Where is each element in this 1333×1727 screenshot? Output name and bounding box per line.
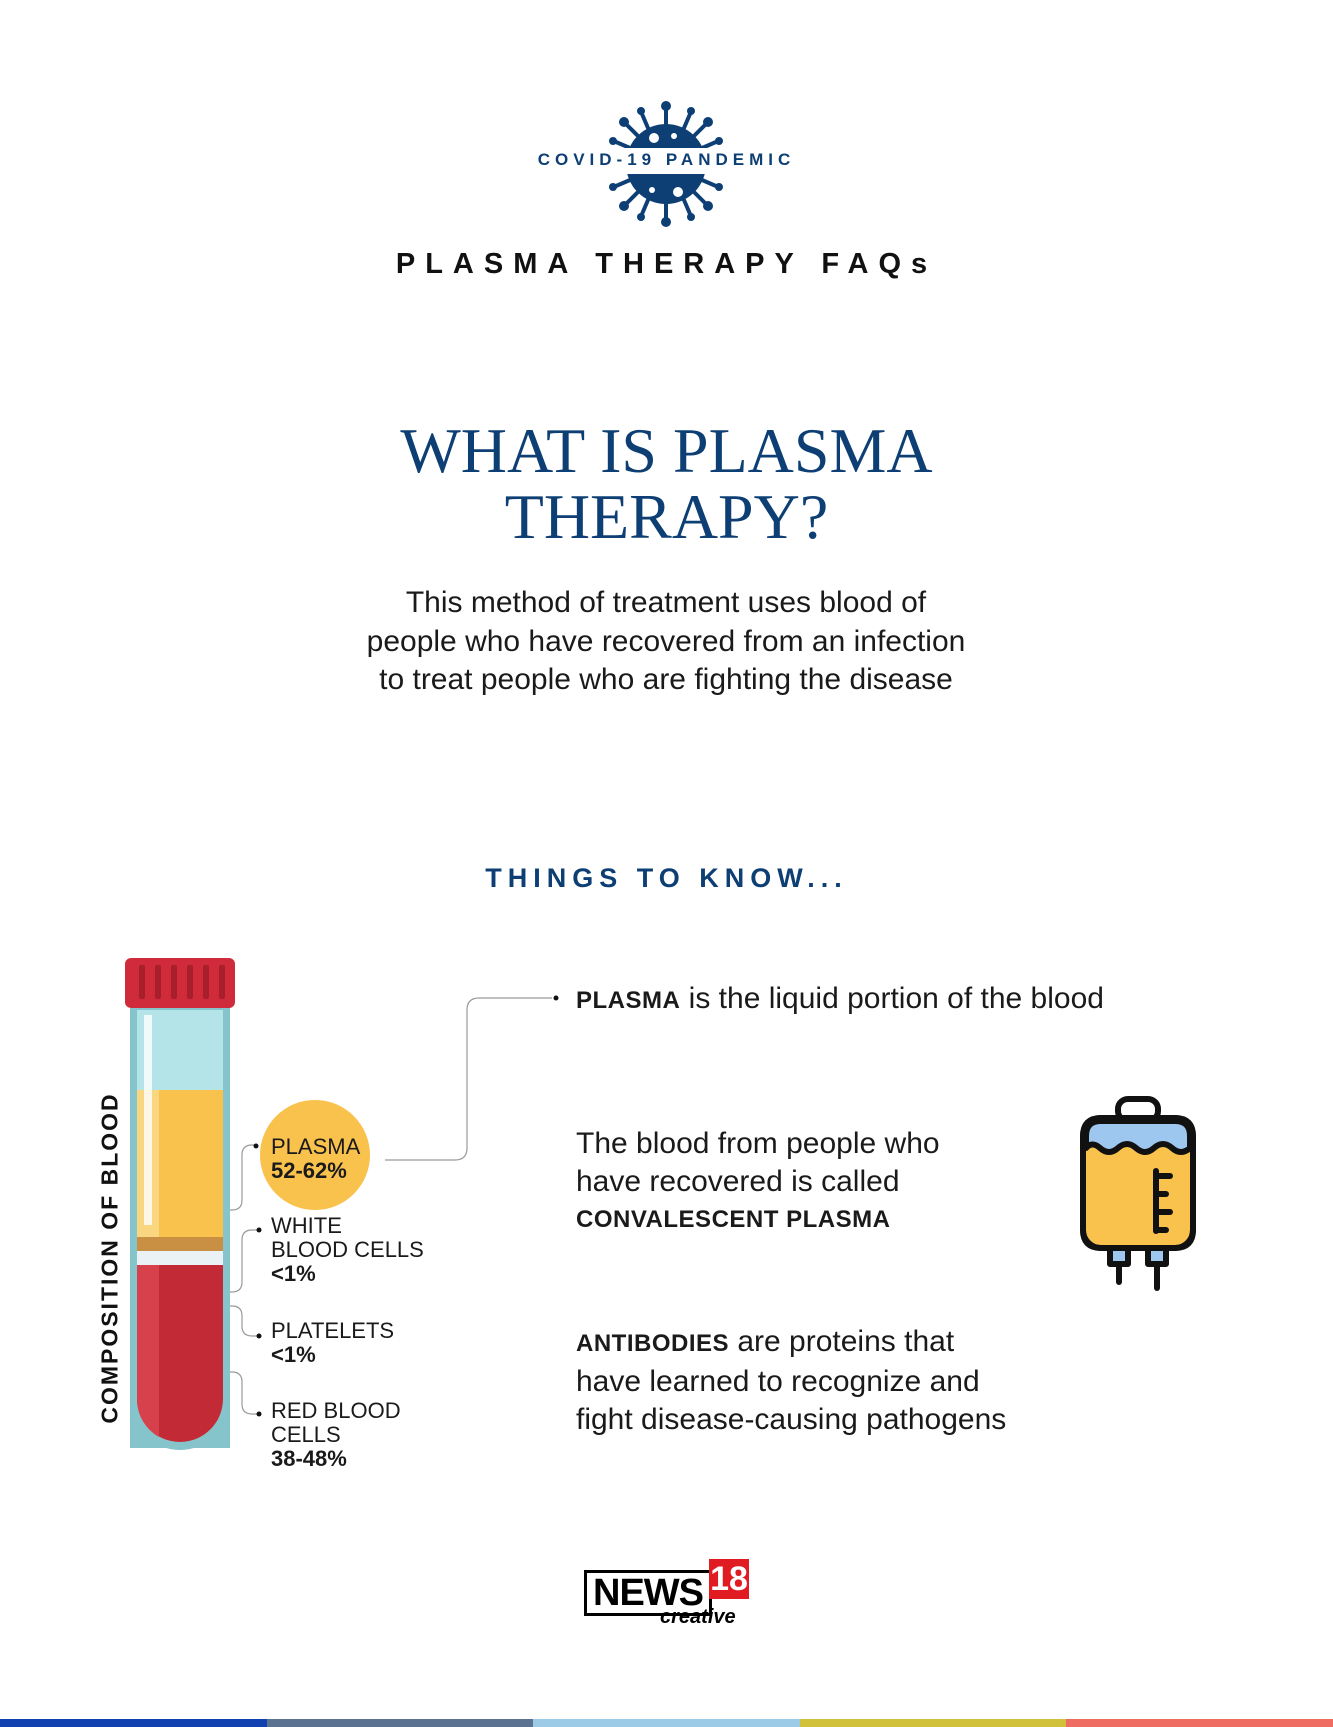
composition-label: COMPOSITION OF BLOOD	[96, 1092, 123, 1424]
fact-convalescent-key: CONVALESCENT PLASMA	[576, 1206, 891, 1233]
logo-creative: creative	[660, 1606, 736, 1628]
fact-convalescent-line1: The blood from people who	[576, 1127, 940, 1160]
badge-text: COVID-19 PANDEMIC	[537, 150, 796, 169]
legend-white-cells	[271, 1214, 424, 1286]
test-tube-illustration	[125, 955, 245, 1500]
fact-plasma-text: is the liquid portion of the blood	[680, 982, 1104, 1015]
legend-plasma-name: PLASMA	[271, 1134, 361, 1159]
iv-bag-icon	[1078, 1096, 1198, 1292]
legend-red-cells-line2: CELLS	[271, 1422, 341, 1447]
section-heading: THINGS TO KNOW...	[485, 863, 848, 893]
legend-red-cells-line1: RED BLOOD	[271, 1398, 401, 1423]
fact-antibodies-text: are proteins that	[729, 1325, 955, 1358]
logo-number: 18	[710, 1560, 748, 1598]
fact-plasma-key: PLASMA	[576, 987, 681, 1014]
legend-white-cells-line2: BLOOD CELLS	[271, 1237, 424, 1262]
title-line-2: THERAPY?	[504, 481, 829, 552]
legend-white-cells-line1: WHITE	[271, 1213, 342, 1238]
legend-platelets-value: <1%	[271, 1342, 316, 1367]
fact-antibodies	[576, 1323, 1006, 1439]
legend-platelets	[271, 1319, 394, 1367]
legend-red-cells-value: 38-48%	[271, 1446, 347, 1471]
intro-text: This method of treatment uses blood of people who have recovered from an infection to treat people who are fighting the disease	[366, 586, 966, 696]
fact-convalescent-line2: have recovered is called	[576, 1165, 900, 1198]
footer-segment	[800, 1719, 1067, 1727]
fact-antibodies-line2: have learned to recognize and	[576, 1365, 980, 1398]
legend-platelets-name: PLATELETS	[271, 1318, 395, 1343]
legend-white-cells-value: <1%	[271, 1261, 316, 1286]
page-subtitle: PLASMA THERAPY FAQs	[395, 248, 938, 280]
footer-segment	[0, 1719, 267, 1727]
fact-plasma	[576, 980, 1104, 1020]
legend-plasma-value: 52-62%	[271, 1158, 347, 1183]
fact-convalescent	[576, 1125, 940, 1239]
fact-antibodies-line3: fight disease-causing pathogens	[576, 1403, 1007, 1436]
legend-plasma	[271, 1135, 360, 1183]
footer-color-bar	[0, 1719, 1333, 1727]
logo-news: NEWS	[584, 1570, 712, 1616]
legend-red-cells	[271, 1399, 401, 1471]
title-line-1: WHAT IS PLASMA	[400, 415, 933, 486]
footer-segment	[267, 1719, 534, 1727]
fact-antibodies-key: ANTIBODIES	[576, 1330, 730, 1357]
footer-segment	[533, 1719, 800, 1727]
footer-segment	[1066, 1719, 1333, 1727]
